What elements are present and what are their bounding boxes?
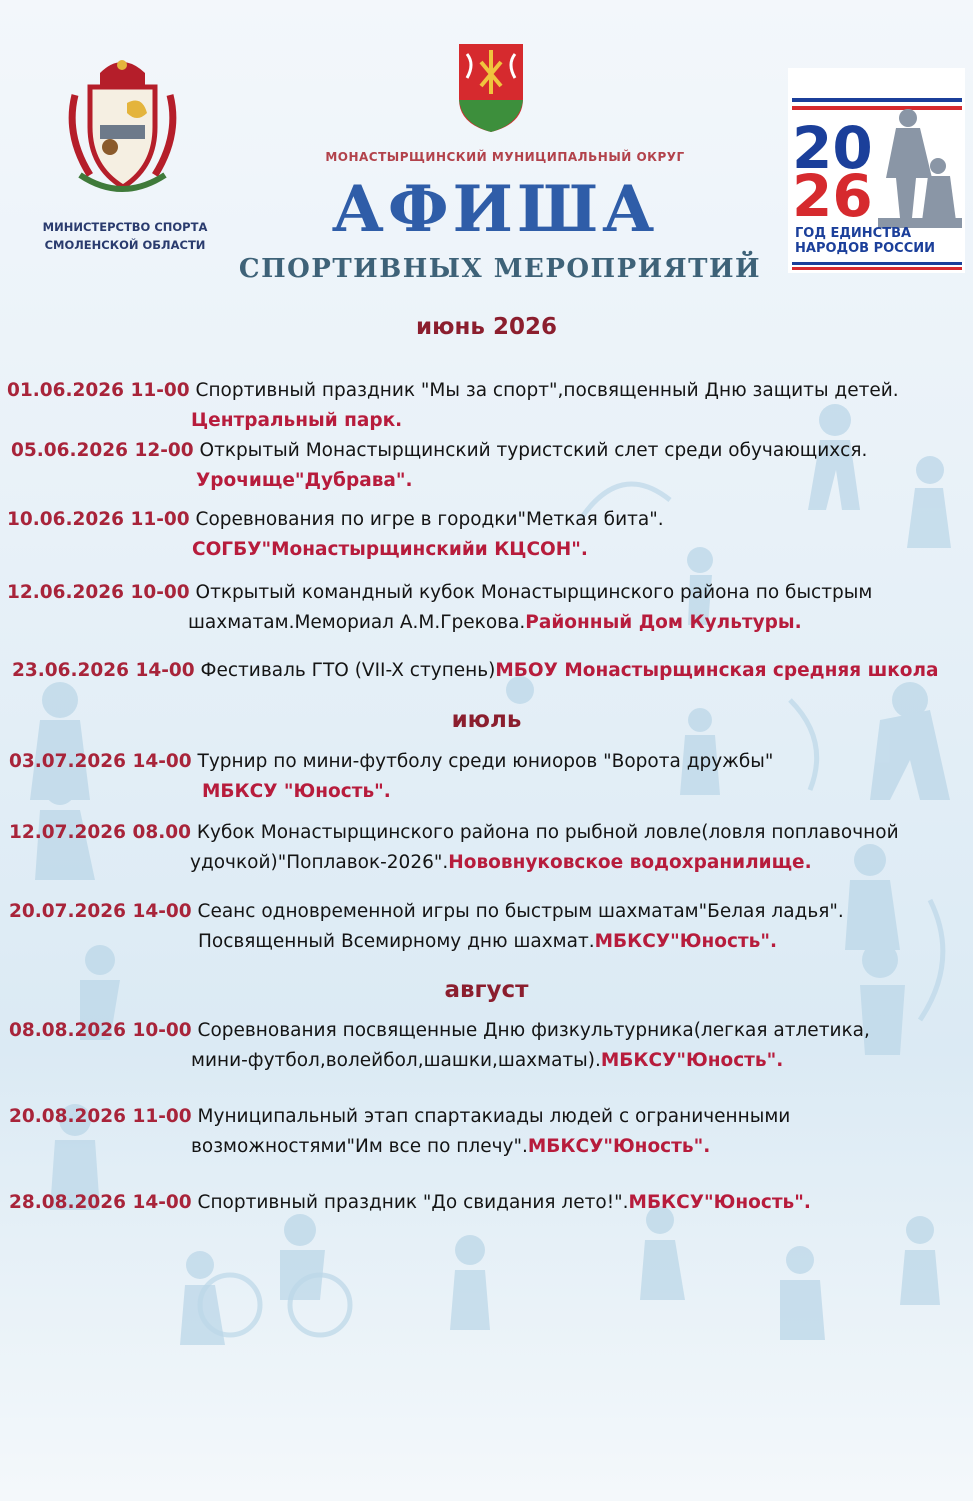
month-heading-june: июнь 2026 — [416, 314, 557, 340]
poster-title: АФИША — [331, 172, 659, 247]
year-logo-caption-line1: ГОД ЕДИНСТВА — [795, 226, 912, 241]
event-location: Урочище"Дубрава". — [196, 470, 413, 491]
month-heading-august: август — [444, 977, 529, 1003]
year-logo-caption — [795, 226, 960, 256]
event-datetime: 08.08.2026 10-00 — [9, 1020, 192, 1041]
event-location: МБКСУ "Юность". — [202, 781, 391, 802]
event-location: Районный Дом Культуры. — [525, 612, 802, 633]
event-item — [0, 578, 965, 638]
year-logo-caption-line2: НАРОДОВ РОССИИ — [795, 241, 936, 256]
event-description: Спортивный праздник "Мы за спорт",посвященный Дню защиты детей. — [195, 380, 899, 401]
event-location: СОГБУ"Монастырщинскийи КЦСОН". — [192, 539, 588, 560]
event-description: Сеанс одновременной игры по быстрым шахматам"Белая ладья". — [197, 901, 844, 922]
event-datetime: 28.08.2026 14-00 — [9, 1192, 192, 1213]
event-datetime: 20.07.2026 14-00 — [9, 901, 192, 922]
event-datetime: 12.07.2026 08.00 — [9, 822, 191, 843]
event-description: Открытый командный кубок Монастырщинского района по быстрым — [195, 582, 873, 603]
district-name: МОНАСТЫРЩИНСКИЙ МУНИЦИПАЛЬНЫЙ ОКРУГ — [325, 150, 685, 164]
event-location: МБКСУ"Юность". — [600, 1050, 784, 1071]
event-description-cont: удочкой)"Поплавок-2026". — [190, 852, 449, 873]
event-datetime: 20.08.2026 11-00 — [9, 1106, 192, 1127]
event-location: МБКСУ"Юность". — [628, 1192, 811, 1213]
year-logo-digits-bottom: 26 — [792, 162, 873, 230]
event-datetime: 23.06.2026 14-00 — [12, 660, 195, 681]
year-logo-digits-top: 20 — [792, 114, 873, 182]
event-description: Муниципальный этап спартакиады людей с ограниченными — [197, 1106, 791, 1127]
event-item — [0, 897, 965, 957]
poster-header — [0, 0, 973, 320]
district-coat-of-arms-icon — [457, 42, 525, 134]
event-datetime: 12.06.2026 10-00 — [7, 582, 190, 603]
event-datetime: 05.06.2026 12-00 — [11, 440, 194, 461]
event-item — [0, 818, 965, 878]
event-datetime: 10.06.2026 11-00 — [7, 509, 190, 530]
smolensk-coat-of-arms-icon — [55, 55, 190, 205]
ministry-label-line2: СМОЛЕНСКОЙ ОБЛАСТИ — [44, 238, 206, 252]
event-item — [0, 1016, 965, 1076]
event-item — [0, 505, 965, 565]
event-location: Нововнуковское водохранилище. — [448, 852, 812, 873]
event-location: МБОУ Монастырщинская средняя школа — [495, 660, 939, 681]
event-item — [0, 376, 965, 436]
poster-subtitle: СПОРТИВНЫХ МЕРОПРИЯТИЙ — [238, 254, 762, 284]
ministry-label — [35, 218, 215, 254]
event-description-cont: Посвященный Всемирному дню шахмат. — [198, 931, 595, 952]
event-description: Турнир по мини-футболу среди юниоров "Ворота дружбы" — [197, 751, 774, 772]
event-datetime: 03.07.2026 14-00 — [9, 751, 192, 772]
event-datetime: 01.06.2026 11-00 — [7, 380, 190, 401]
event-description: Открытый Монастырщинский туристский слет среди обучающихся. — [199, 440, 868, 461]
ministry-label-line1: МИНИСТЕРСТВО СПОРТА — [42, 220, 208, 234]
event-description: Кубок Монастырщинского района по рыбной ловле(ловля поплавочной — [196, 822, 899, 843]
event-description: Фестиваль ГТО (VII-X ступень) — [200, 660, 496, 681]
event-item — [0, 747, 965, 807]
event-description-cont: шахматам.Мемориал А.М.Грекова. — [188, 612, 526, 633]
event-description: Соревнования по игре в городки"Меткая бита". — [195, 509, 664, 530]
event-item — [0, 1102, 965, 1162]
event-item — [0, 656, 965, 686]
month-heading-july: июль — [451, 707, 522, 733]
event-location: МБКСУ"Юность". — [594, 931, 777, 952]
event-description-cont: возможностями"Им все по плечу". — [191, 1136, 528, 1157]
event-item — [0, 1188, 965, 1218]
event-location: МБКСУ"Юность". — [527, 1136, 711, 1157]
event-location: Центральный парк. — [191, 410, 403, 431]
event-item — [0, 436, 965, 496]
event-description: Спортивный праздник "До свидания лето!". — [197, 1192, 629, 1213]
event-description-cont: мини-футбол,волейбол,шашки,шахматы). — [191, 1050, 601, 1071]
event-description: Соревнования посвященные Дню физкультурника(легкая атлетика, — [197, 1020, 870, 1041]
